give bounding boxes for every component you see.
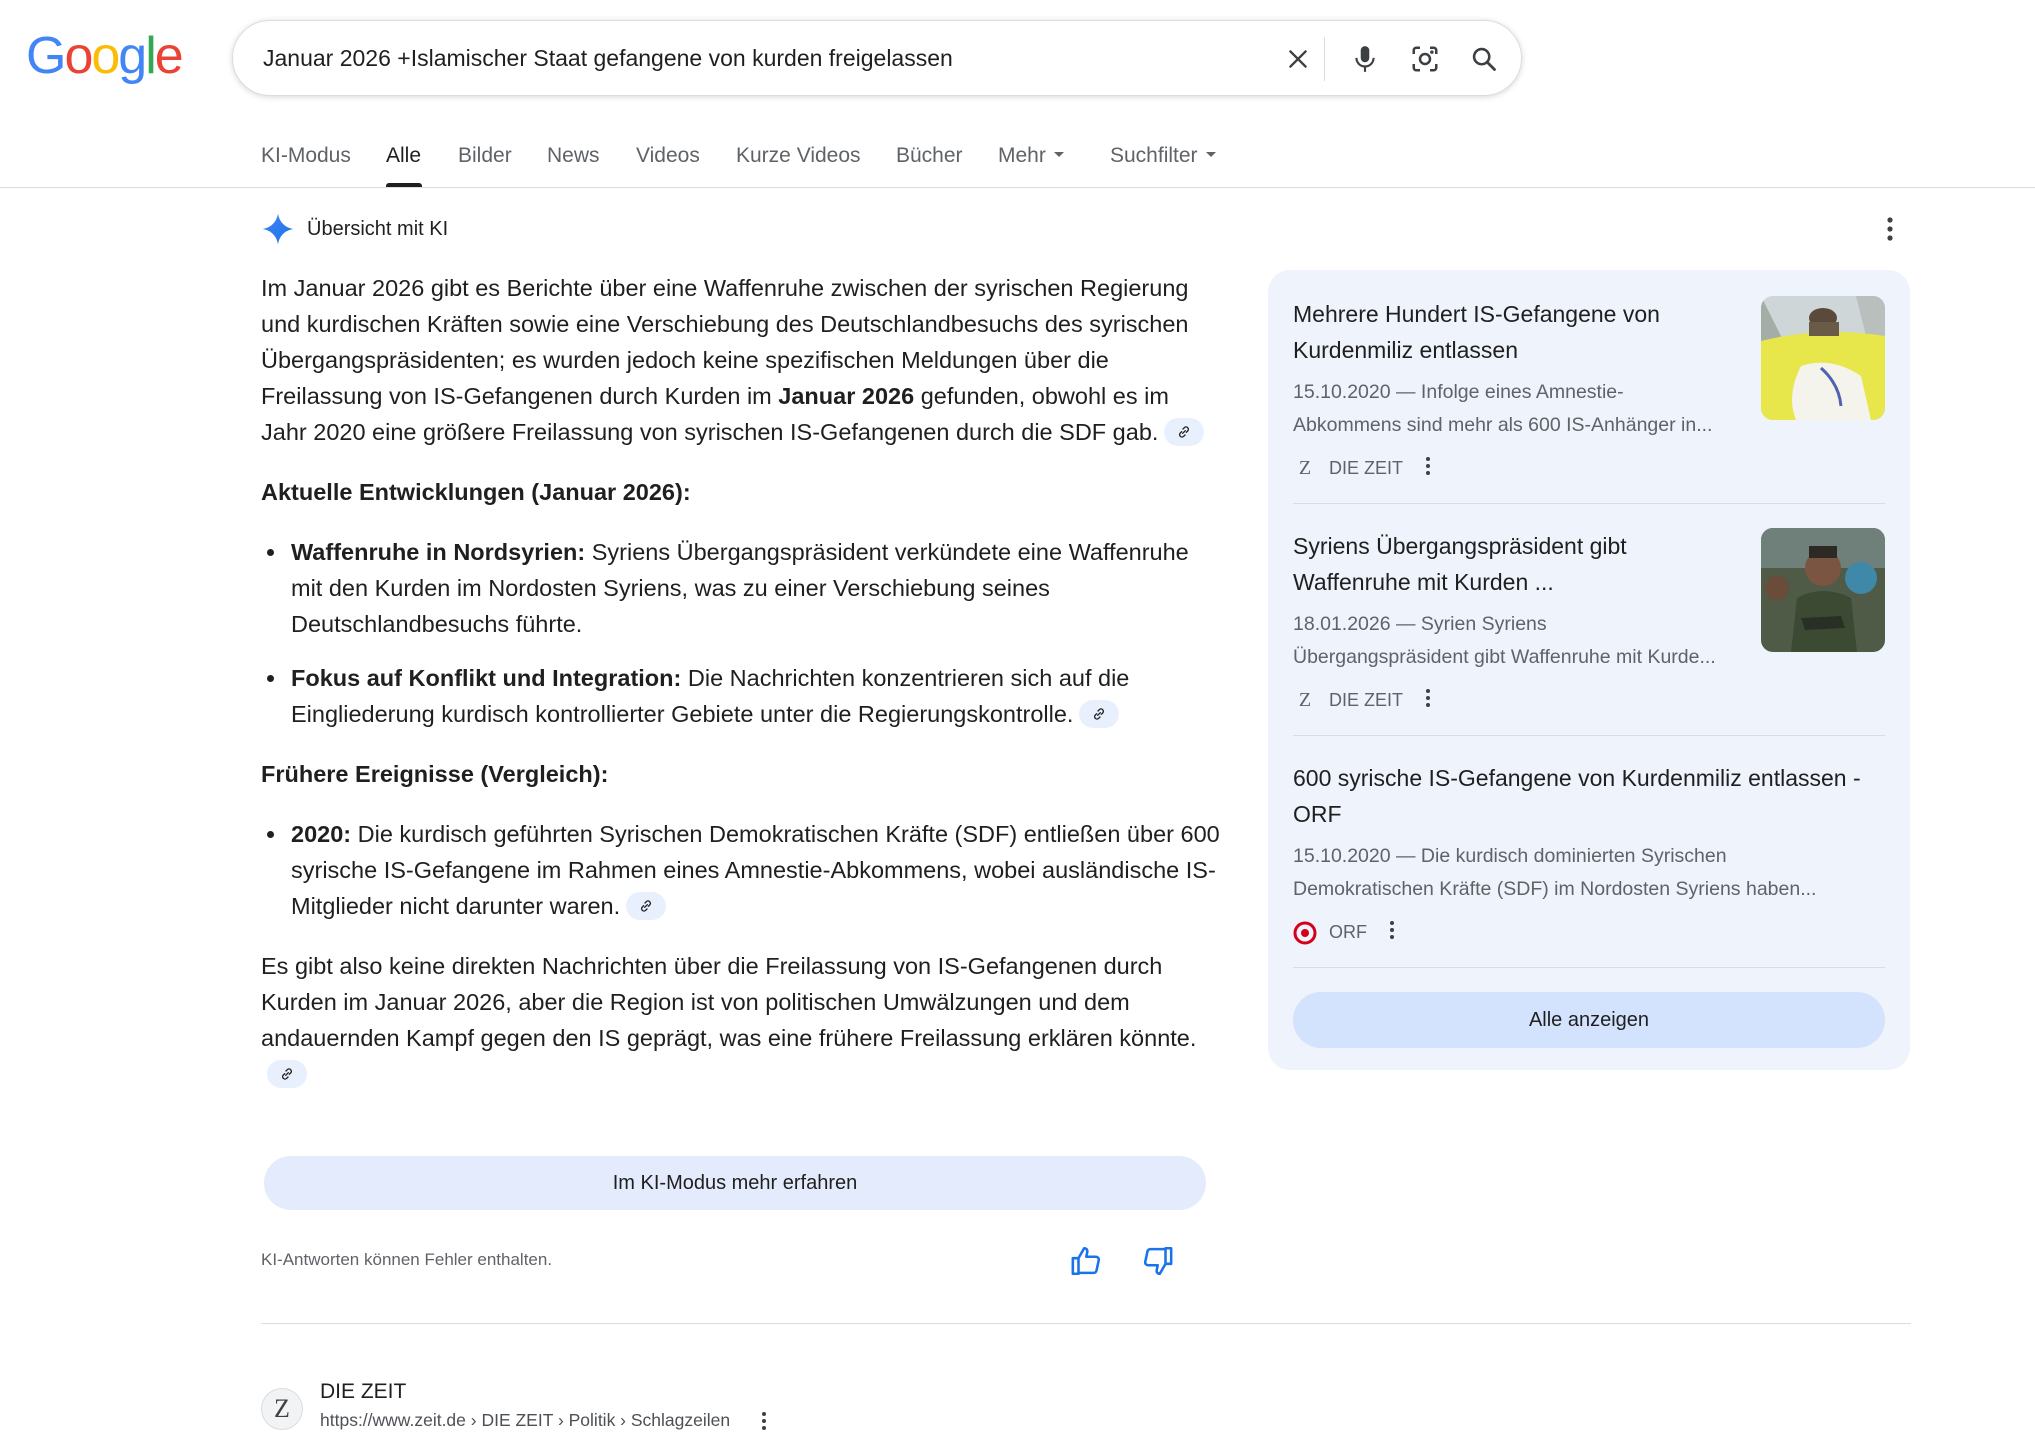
thumbs-up-icon[interactable] — [1070, 1244, 1104, 1283]
snippet-line: 15.10.2020 — Infolge eines Amnestie- — [1293, 381, 1624, 403]
ai-overview-header — [261, 212, 448, 246]
source-card-title[interactable]: Mehrere Hundert IS-Gefangene von Kurdenmiliz entlassen — [1293, 301, 1660, 363]
source-card-title[interactable]: Syriens Übergangspräsident gibt Waffenruhe mit Kurden ... — [1293, 533, 1627, 595]
more-options-icon[interactable] — [1425, 688, 1431, 713]
snippet-line: Übergangspräsident gibt Waffenruhe mit Kurde... — [1293, 646, 1716, 668]
section-heading-current: Aktuelle Entwicklungen (Januar 2026): — [261, 479, 691, 505]
link-icon — [1091, 706, 1107, 722]
source-card[interactable] — [1293, 760, 1885, 968]
source-card-thumbnail[interactable] — [1761, 528, 1885, 652]
source-card-snippet — [1293, 376, 1753, 442]
source-card[interactable] — [1293, 528, 1885, 736]
more-options-icon[interactable] — [1886, 216, 1894, 247]
more-options-icon[interactable] — [761, 1411, 767, 1436]
tab-news[interactable]: News — [547, 144, 600, 167]
list-item — [261, 660, 1221, 732]
ai-intro-paragraph — [261, 270, 1221, 450]
zeit-favicon: Z — [1298, 689, 1312, 711]
section-divider — [261, 1323, 1911, 1324]
snippet-line: Abkommens sind mehr als 600 IS-Anhänger in... — [1293, 414, 1713, 436]
tab-suchfilter-label: Suchfilter — [1110, 144, 1198, 167]
gemini-sparkle-icon — [261, 212, 295, 246]
ki-mode-button[interactable]: Im KI-Modus mehr erfahren — [264, 1156, 1206, 1210]
zeit-favicon: Z — [1298, 457, 1312, 479]
list-item-text: Syriens Übergangspräsident verkündete eine Waffenruhe mit den Kurden im Nordosten Syriens, was zu einer Verschiebung seines Deutschlandbesuchs führte. — [291, 539, 1189, 637]
list-item-bold: Waffenruhe in Nordsyrien: — [291, 539, 586, 565]
snippet-line: Demokratischen Kräfte (SDF) im Nordosten Syriens haben... — [1293, 878, 1817, 900]
chevron-down-icon — [1206, 152, 1216, 157]
tab-ki-modus[interactable]: KI-Modus — [261, 144, 351, 167]
show-all-button[interactable]: Alle anzeigen — [1293, 992, 1885, 1048]
intro-text-b: gefunden, obwohl es im Jahr 2020 eine größere Freilassung von syrischen IS-Gefangenen durch die SDF gab. — [261, 383, 1169, 445]
link-icon — [279, 1066, 295, 1082]
link-icon — [1176, 424, 1192, 440]
sources-panel — [1268, 270, 1910, 1070]
tab-alle[interactable]: Alle — [386, 144, 422, 167]
conclusion-text: Es gibt also keine direkten Nachrichten über die Freilassung von IS-Gefangenen durch Kurden im Januar 2026, aber die Region ist von politischen Umwälzungen und dem andauernden Kampf gegen den IS geprägt, was eine frühere Freilassung erklären könnte. — [261, 953, 1197, 1051]
source-link-chip[interactable] — [1079, 700, 1119, 728]
tab-kurze-videos[interactable]: Kurze Videos — [736, 144, 861, 167]
source-card[interactable] — [1293, 296, 1885, 504]
search-tabs — [0, 130, 2035, 188]
microphone-icon[interactable] — [1345, 39, 1385, 79]
clear-icon[interactable] — [1278, 39, 1318, 79]
source-card-snippet — [1293, 840, 1885, 906]
list-item — [261, 816, 1221, 924]
section-heading-earlier: Frühere Ereignisse (Vergleich): — [261, 761, 609, 787]
source-card-snippet — [1293, 608, 1753, 674]
source-name: DIE ZEIT — [1329, 690, 1404, 710]
source-name: ORF — [1329, 922, 1367, 942]
source-card-title[interactable]: 600 syrische IS-Gefangene von Kurdenmiliz entlassen - ORF — [1293, 765, 1861, 827]
chevron-down-icon — [1054, 152, 1064, 157]
list-item-text: Die kurdisch geführten Syrischen Demokratischen Kräfte (SDF) entließen über 600 syrische IS-Gefangene im Rahmen eines Amnestie-Abkommens, wobei ausländische IS-Mitglieder nicht darunter waren. — [291, 821, 1220, 919]
list-item-bold: 2020: — [291, 821, 352, 847]
ai-disclaimer: KI-Antworten können Fehler enthalten. — [261, 1250, 553, 1269]
search-icon[interactable] — [1464, 39, 1504, 79]
source-card-source — [1293, 920, 1885, 945]
intro-text-a: Im Januar 2026 gibt es Berichte über eine Waffenruhe zwischen der syrischen Regierung und kurdischen Kräften sowie eine Verschiebung des Deutschlandbesuchs des syrischen Übergangspräsidenten; es wurden jedoch keine spezifischen Meldungen über die Freilassung von IS-Gefangenen durch Kurden im — [261, 275, 1189, 409]
source-name: DIE ZEIT — [1329, 458, 1404, 478]
snippet-line: 18.01.2026 — Syrien Syriens — [1293, 613, 1547, 635]
snippet-line: 15.10.2020 — Die kurdisch dominierten Syrischen — [1293, 845, 1727, 867]
active-tab-indicator — [386, 183, 422, 187]
tab-buecher[interactable]: Bücher — [896, 144, 963, 167]
tab-videos[interactable]: Videos — [636, 144, 700, 167]
source-link-chip[interactable] — [1164, 418, 1204, 446]
camera-lens-icon[interactable] — [1405, 39, 1445, 79]
ai-conclusion-paragraph — [261, 948, 1221, 1092]
source-card-source — [1293, 688, 1885, 713]
search-box[interactable] — [232, 20, 1522, 96]
ai-overview-title: Übersicht mit KI — [307, 217, 449, 240]
orf-favicon — [1293, 921, 1317, 945]
source-link-chip[interactable] — [267, 1060, 307, 1088]
search-divider — [1324, 37, 1325, 81]
list-item — [261, 534, 1221, 642]
more-options-icon[interactable] — [1389, 920, 1395, 945]
current-developments-list — [261, 534, 1221, 732]
result-url[interactable]: https://www.zeit.de › DIE ZEIT › Politik › Schlagzeilen — [320, 1410, 731, 1430]
tab-bilder[interactable]: Bilder — [458, 144, 512, 167]
search-input[interactable]: Januar 2026 +Islamischer Staat gefangene von kurden freigelassen — [263, 44, 953, 71]
tab-mehr-label: Mehr — [998, 144, 1046, 167]
zeit-favicon: Z — [261, 1388, 303, 1430]
source-link-chip[interactable] — [626, 892, 666, 920]
source-card-thumbnail[interactable] — [1761, 296, 1885, 420]
earlier-events-list — [261, 816, 1221, 924]
tab-suchfilter[interactable] — [1110, 144, 1216, 168]
list-item-text: Die Nachrichten konzentrieren sich auf die Eingliederung kurdisch kontrollierter Gebiete unter die Regierungskontrolle. — [291, 665, 1130, 727]
list-item-bold: Fokus auf Konflikt und Integration: — [291, 665, 682, 691]
ai-overview-body — [261, 270, 1221, 1116]
tab-mehr[interactable] — [998, 144, 1064, 168]
google-logo[interactable]: Google — [26, 27, 182, 85]
result-site-name[interactable]: DIE ZEIT — [320, 1380, 407, 1403]
more-options-icon[interactable] — [1425, 456, 1431, 481]
thumbs-down-icon[interactable] — [1140, 1244, 1174, 1283]
link-icon — [638, 898, 654, 914]
source-card-source — [1293, 456, 1885, 481]
intro-bold: Januar 2026 — [778, 383, 915, 409]
